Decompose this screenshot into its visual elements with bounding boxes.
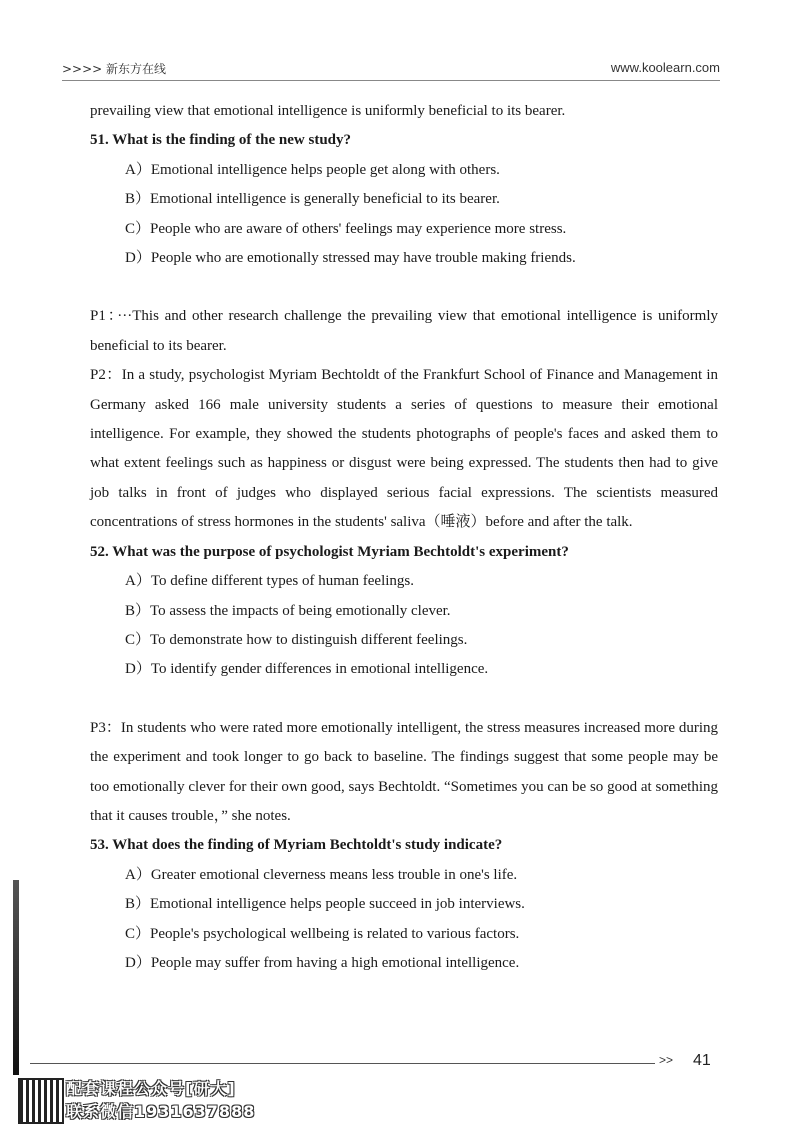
- question-51: 51. What is the finding of the new study?: [90, 132, 352, 149]
- question-53: 53. What does the finding of Myriam Bechtoldt's study indicate?: [90, 837, 503, 854]
- header-brand: >>>> 新东方在线: [62, 62, 167, 76]
- q52-option-d: D）To identify gender differences in emotional intelligence.: [125, 661, 489, 678]
- header-divider: [62, 80, 720, 81]
- page-content: [90, 97, 718, 978]
- footer-arrow-icon: >>: [659, 1053, 674, 1067]
- q52-option-c: C）To demonstrate how to distinguish different feelings.: [125, 631, 468, 648]
- q53-option-c: C）People's psychological wellbeing is related to various factors.: [125, 925, 520, 942]
- footer-divider: [30, 1063, 655, 1064]
- q51-option-b: B）Emotional intelligence is generally beneficial to its bearer.: [125, 191, 500, 208]
- spacer: [90, 685, 718, 714]
- page-number: 41: [693, 1052, 711, 1069]
- q52-option-b: B）To assess the impacts of being emotionally clever.: [125, 602, 451, 619]
- paragraph-p2: P2：In a study, psychologist Myriam Bechtoldt of the Frankfurt School of Finance and Management in Germany asked 166 male university students a series of questions to measure their emotional intelligence. For example, they showed the students photographs of people's faces and asked them to what extent feelings such as happiness or disgust were being expressed. The students then had to give job talks in front of judges who displayed serious facial expressions. The scientists measured concentrations of stress hormones in the students' saliva（唾液）before and after the talk.: [90, 367, 718, 531]
- q52-option-a: A）To define different types of human feelings.: [125, 573, 415, 590]
- q53-option-b: B）Emotional intelligence helps people succeed in job interviews.: [125, 896, 525, 913]
- promo-text-contact: 联系微信1931637888: [66, 1102, 256, 1121]
- q51-option-c: C）People who are aware of others' feelings may experience more stress.: [125, 220, 567, 237]
- q53-option-a: A）Greater emotional cleverness means less trouble in one's life.: [125, 866, 518, 883]
- q51-option-a: A）Emotional intelligence helps people get along with others.: [125, 161, 500, 178]
- intro-line: prevailing view that emotional intelligence is uniformly beneficial to its bearer.: [90, 103, 566, 119]
- qr-code-icon: [18, 1078, 64, 1124]
- promo-text-course: 配套课程公众号[研大]: [66, 1079, 236, 1098]
- q51-option-d: D）People who are emotionally stressed may have trouble making friends.: [125, 250, 576, 267]
- spacer: [90, 273, 718, 302]
- header-website-link[interactable]: www.koolearn.com: [610, 60, 720, 75]
- paragraph-p3: P3：In students who were rated more emotionally intelligent, the stress measures increased more during the experiment and took longer to go back to baseline. The findings suggest that some people may be too emotionally clever for their own good, says Bechtoldt. “Sometimes you can be so good at something that it causes trouble，” she notes.: [90, 719, 718, 824]
- q53-option-d: D）People may suffer from having a high emotional intelligence.: [125, 954, 520, 971]
- question-52: 52. What was the purpose of psychologist Myriam Bechtoldt's experiment?: [90, 543, 569, 560]
- paragraph-p1: P1：···This and other research challenge the prevailing view that emotional intelligence is uniformly beneficial to its bearer.: [90, 308, 718, 354]
- binding-edge-bar: [13, 880, 19, 1075]
